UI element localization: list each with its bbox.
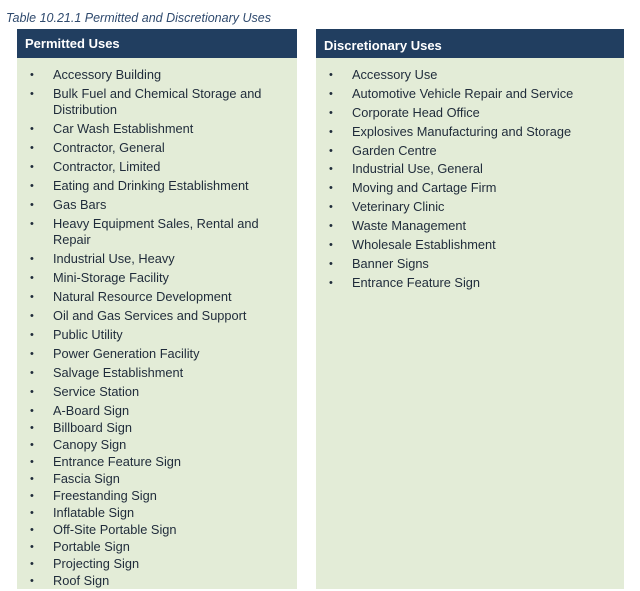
bullet-icon: • bbox=[329, 257, 333, 270]
permitted-use-list-item bbox=[17, 140, 297, 156]
discretionary-use-list-item bbox=[316, 275, 624, 291]
permitted-use-list-item bbox=[17, 522, 297, 538]
bullet-icon: • bbox=[30, 456, 34, 468]
bullet-icon: • bbox=[30, 473, 34, 485]
discretionary-use-item-text: Veterinary Clinic bbox=[352, 199, 445, 215]
permitted-use-list-item bbox=[17, 505, 297, 521]
permitted-use-item-text: Portable Sign bbox=[53, 539, 130, 554]
bullet-icon: • bbox=[30, 329, 34, 341]
bullet-icon: • bbox=[30, 367, 34, 379]
permitted-use-list-item bbox=[17, 420, 297, 436]
permitted-use-list-item bbox=[17, 67, 297, 83]
permitted-use-list-item bbox=[17, 437, 297, 453]
discretionary-use-item-text: Waste Management bbox=[352, 218, 467, 234]
permitted-use-list-item bbox=[17, 384, 297, 400]
bullet-icon: • bbox=[30, 218, 34, 230]
permitted-use-item-text: Roof Sign bbox=[53, 573, 110, 588]
permitted-use-item-text: Car Wash Establishment bbox=[53, 121, 194, 136]
bullet-icon: • bbox=[30, 422, 34, 434]
permitted-use-item-text: Mini-Storage Facility bbox=[53, 270, 169, 285]
permitted-use-item-text: Heavy Equipment Sales, Rental and Repair bbox=[53, 216, 259, 247]
permitted-use-list-item bbox=[17, 454, 297, 470]
permitted-use-list-item bbox=[17, 573, 297, 589]
discretionary-use-item-text: Garden Centre bbox=[352, 142, 437, 158]
permitted-use-item-text: Accessory Building bbox=[53, 67, 162, 82]
discretionary-use-list-item bbox=[316, 218, 624, 234]
bullet-icon: • bbox=[30, 199, 34, 211]
discretionary-use-item-text: Moving and Cartage Firm bbox=[352, 180, 497, 196]
permitted-use-item-text: Contractor, Limited bbox=[53, 159, 161, 174]
permitted-use-item-text: Oil and Gas Services and Support bbox=[53, 308, 247, 323]
permitted-use-item-text: Bulk Fuel and Chemical Storage and Distribution bbox=[53, 86, 262, 117]
permitted-use-item-text: Projecting Sign bbox=[53, 556, 140, 571]
permitted-use-item-text: Fascia Sign bbox=[53, 471, 120, 486]
permitted-use-list-item bbox=[17, 159, 297, 175]
table-caption: Table 10.21.1 Permitted and Discretionary Uses bbox=[6, 11, 271, 25]
permitted-use-item-text: Inflatable Sign bbox=[53, 505, 135, 520]
bullet-icon: • bbox=[30, 123, 34, 135]
discretionary-use-list-item bbox=[316, 199, 624, 215]
discretionary-use-list-item bbox=[316, 256, 624, 272]
permitted-use-item-text: Salvage Establishment bbox=[53, 365, 184, 380]
bullet-icon: • bbox=[329, 201, 333, 214]
bullet-icon: • bbox=[329, 163, 333, 176]
permitted-use-item-text: Off-Site Portable Sign bbox=[53, 522, 177, 537]
bullet-icon: • bbox=[30, 291, 34, 303]
permitted-use-item-text: Public Utility bbox=[53, 327, 123, 342]
discretionary-use-list-item bbox=[316, 237, 624, 253]
permitted-use-list-item bbox=[17, 270, 297, 286]
permitted-use-item-text: Service Station bbox=[53, 384, 140, 399]
permitted-use-item-text: Gas Bars bbox=[53, 197, 107, 212]
bullet-icon: • bbox=[30, 405, 34, 417]
bullet-icon: • bbox=[30, 88, 34, 100]
bullet-icon: • bbox=[329, 69, 333, 81]
bullet-icon: • bbox=[329, 144, 333, 157]
bullet-icon: • bbox=[30, 348, 34, 360]
discretionary-use-item-text: Entrance Feature Sign bbox=[352, 274, 481, 290]
discretionary-use-item-text: Banner Signs bbox=[352, 255, 429, 271]
bullet-icon: • bbox=[30, 272, 34, 284]
bullet-icon: • bbox=[30, 161, 34, 173]
bullet-icon: • bbox=[30, 142, 34, 154]
bullet-icon: • bbox=[329, 182, 333, 195]
permitted-use-list-item bbox=[17, 327, 297, 343]
bullet-icon: • bbox=[30, 558, 34, 570]
permitted-use-list-item bbox=[17, 216, 297, 248]
permitted-uses-header: Permitted Uses bbox=[17, 29, 297, 58]
bullet-icon: • bbox=[329, 125, 333, 138]
bullet-icon: • bbox=[30, 310, 34, 322]
discretionary-use-list-item bbox=[316, 67, 624, 83]
discretionary-uses-list bbox=[316, 58, 624, 291]
permitted-use-item-text: A-Board Sign bbox=[53, 403, 130, 418]
bullet-icon: • bbox=[30, 386, 34, 398]
bullet-icon: • bbox=[30, 439, 34, 451]
discretionary-use-list-item bbox=[316, 86, 624, 102]
discretionary-use-list-item bbox=[316, 124, 624, 140]
permitted-use-item-text: Entrance Feature Sign bbox=[53, 454, 182, 469]
permitted-use-list-item bbox=[17, 197, 297, 213]
permitted-use-item-text: Natural Resource Development bbox=[53, 289, 232, 304]
bullet-icon: • bbox=[30, 253, 34, 265]
bullet-icon: • bbox=[329, 276, 333, 289]
discretionary-use-list-item bbox=[316, 105, 624, 121]
bullet-icon: • bbox=[30, 575, 34, 587]
permitted-use-list-item bbox=[17, 86, 297, 118]
bullet-icon: • bbox=[30, 180, 34, 192]
bullet-icon: • bbox=[329, 106, 333, 119]
permitted-use-list-item bbox=[17, 251, 297, 267]
discretionary-use-item-text: Wholesale Establishment bbox=[352, 237, 496, 253]
discretionary-use-list-item bbox=[316, 180, 624, 196]
permitted-use-list-item bbox=[17, 346, 297, 362]
permitted-uses-column bbox=[17, 29, 297, 589]
permitted-use-list-item bbox=[17, 539, 297, 555]
bullet-icon: • bbox=[329, 239, 333, 252]
permitted-use-item-text: Eating and Drinking Establishment bbox=[53, 178, 249, 193]
bullet-icon: • bbox=[329, 220, 333, 233]
bullet-icon: • bbox=[30, 541, 34, 553]
discretionary-use-item-text: Accessory Use bbox=[352, 67, 438, 82]
permitted-use-list-item bbox=[17, 471, 297, 487]
permitted-use-list-item bbox=[17, 488, 297, 504]
bullet-icon: • bbox=[30, 69, 34, 81]
bullet-icon: • bbox=[30, 524, 34, 536]
permitted-use-list-item bbox=[17, 289, 297, 305]
permitted-use-item-text: Contractor, General bbox=[53, 140, 165, 155]
permitted-use-item-text: Billboard Sign bbox=[53, 420, 132, 435]
permitted-use-list-item bbox=[17, 556, 297, 572]
permitted-use-list-item bbox=[17, 365, 297, 381]
permitted-use-list-item bbox=[17, 178, 297, 194]
discretionary-uses-column bbox=[316, 29, 624, 589]
discretionary-uses-header: Discretionary Uses bbox=[316, 29, 624, 58]
permitted-use-list-item bbox=[17, 403, 297, 419]
discretionary-use-list-item bbox=[316, 161, 624, 177]
discretionary-use-item-text: Explosives Manufacturing and Storage bbox=[352, 123, 572, 139]
discretionary-use-item-text: Automotive Vehicle Repair and Service bbox=[352, 85, 574, 101]
bullet-icon: • bbox=[30, 490, 34, 502]
permitted-use-item-text: Power Generation Facility bbox=[53, 346, 200, 361]
discretionary-use-item-text: Corporate Head Office bbox=[352, 104, 480, 120]
permitted-use-list-item bbox=[17, 308, 297, 324]
bullet-icon: • bbox=[30, 507, 34, 519]
bullet-icon: • bbox=[329, 87, 333, 100]
permitted-uses-list bbox=[17, 58, 297, 589]
discretionary-use-item-text: Industrial Use, General bbox=[352, 161, 483, 177]
permitted-use-list-item bbox=[17, 121, 297, 137]
discretionary-use-list-item bbox=[316, 143, 624, 159]
permitted-use-item-text: Freestanding Sign bbox=[53, 488, 157, 503]
permitted-use-item-text: Canopy Sign bbox=[53, 437, 127, 452]
permitted-use-item-text: Industrial Use, Heavy bbox=[53, 251, 175, 266]
